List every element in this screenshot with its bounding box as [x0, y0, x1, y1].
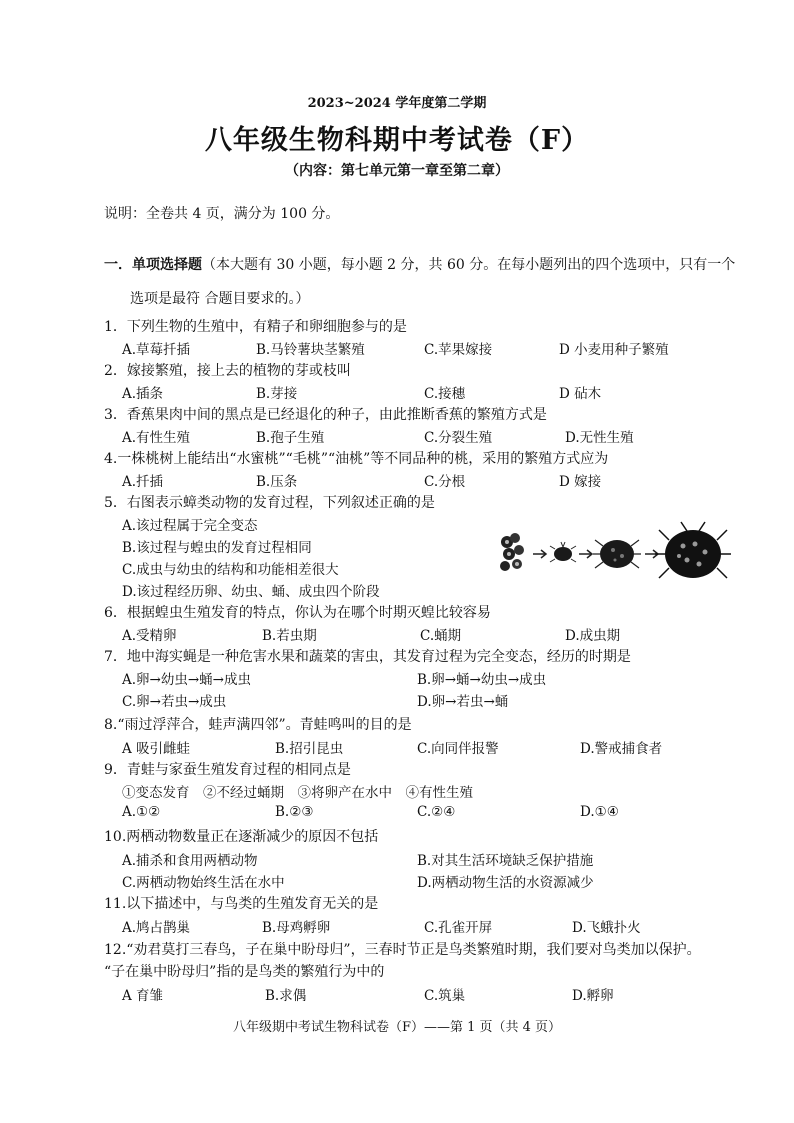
arrow-icon	[579, 550, 592, 558]
egg-cluster	[500, 533, 524, 571]
question-10-option-d: D.两栖动物生活的水资源减少	[417, 875, 594, 891]
question-7-option-b: B.卵→蛹→幼虫→成虫	[417, 672, 547, 688]
question-2-stem: 2．嫁接繁殖，接上去的植物的芽或枝叫	[104, 363, 351, 379]
section-heading	[104, 254, 735, 274]
question-12-option-a: A 育雏	[122, 988, 164, 1004]
adult-insect	[655, 522, 731, 578]
question-3-option-d: D.无性生殖	[565, 430, 634, 446]
question-12-stem-line2: “子在巢中盼母归”指的是鸟类的繁殖行为中的	[104, 964, 385, 980]
exam-note: 说明：全卷共 4 页，满分为 100 分。	[104, 206, 340, 222]
question-1-option-c: C.苹果嫁接	[424, 342, 493, 358]
question-5-option-d: D.该过程经历卵、幼虫、蛹、成虫四个阶段	[122, 584, 380, 600]
question-2-option-c: C.接穗	[424, 386, 466, 402]
question-11-option-c: C.孔雀开屏	[424, 920, 493, 936]
question-9-option-d: D.①④	[580, 804, 619, 820]
question-4-stem: 4.一株桃树上能结出“水蜜桃”“毛桃”“油桃”等不同品种的桃，采用的繁殖方式应为	[104, 451, 609, 467]
question-2-option-d: D 砧木	[559, 386, 602, 402]
question-11-option-b: B.母鸡孵卵	[262, 920, 331, 936]
insect-development-figure	[495, 516, 735, 586]
question-3-option-a: A.有性生殖	[122, 430, 191, 446]
question-1-option-b: B.马铃薯块茎繁殖	[256, 342, 365, 358]
question-1-option-a: A.草莓扦插	[122, 342, 191, 358]
question-3-stem: 3．香蕉果肉中间的黑点是已经退化的种子，由此推断香蕉的繁殖方式是	[104, 407, 547, 423]
question-11-option-d: D.飞蛾扑火	[572, 920, 641, 936]
question-8-option-c: C.向同伴报警	[417, 741, 499, 757]
section-desc-line2: 选项是最符 合题目要求的。）	[130, 291, 310, 307]
section-desc-line1: （本大题有 30 小题，每小题 2 分，共 60 分。在每小题列出的四个选项中，只有一个	[202, 257, 736, 273]
question-5-option-b: B.该过程与蝗虫的发育过程相同	[122, 540, 312, 556]
question-1-stem: 1．下列生物的生殖中，有精子和卵细胞参与的是	[104, 319, 407, 335]
question-6-option-d: D.成虫期	[565, 628, 621, 644]
question-2-option-a: A.插条	[122, 386, 164, 402]
question-2-option-b: B.芽接	[256, 386, 298, 402]
question-8-option-b: B.招引昆虫	[275, 741, 344, 757]
question-8-option-d: D.警戒捕食者	[580, 741, 663, 757]
school-year: 2023~2024 学年度第二学期	[307, 96, 487, 111]
question-7-option-c: C.卵→若虫→成虫	[122, 694, 227, 710]
question-12-option-d: D.孵卵	[572, 988, 614, 1004]
question-8-option-a: A 吸引雌蛙	[122, 741, 191, 757]
question-10-option-c: C.两栖动物始终生活在水中	[122, 875, 285, 891]
question-6-option-c: C.蛹期	[420, 628, 462, 644]
question-6-option-b: B.若虫期	[262, 628, 317, 644]
question-9-option-b: B.②③	[275, 804, 314, 820]
question-11-option-a: A.鸠占鹊巢	[122, 920, 191, 936]
question-5-stem: 5．右图表示蟑类动物的发育过程，下列叙述正确的是	[104, 495, 435, 511]
question-9-stem: 9．青蛙与家蚕生殖发育过程的相同点是	[104, 762, 351, 778]
question-8-stem: 8.“雨过浮萍合，蛙声满四邻”。青蛙鸣叫的目的是	[104, 717, 412, 733]
question-10-stem: 10.两栖动物数量正在逐渐减少的原因不包括	[104, 829, 379, 845]
question-5-option-c: C.成虫与幼虫的结构和功能相差很大	[122, 562, 339, 578]
question-3-option-c: C.分裂生殖	[424, 430, 493, 446]
nymph-medium	[593, 540, 641, 568]
question-7-option-d: D.卵→若虫→蛹	[417, 694, 509, 710]
question-4-option-a: A.扦插	[122, 474, 164, 490]
question-9-option-c: C.②④	[417, 804, 456, 820]
question-4-option-b: B.压条	[256, 474, 298, 490]
question-11-stem: 11.以下描述中，与鸟类的生殖发育无关的是	[104, 896, 379, 912]
question-10-option-a: A.捕杀和食用两栖动物	[122, 853, 258, 869]
question-12-stem: 12.“劝君莫打三春鸟，子在巢中盼母归”，三春时节正是鸟类繁殖时期，我们要对鸟类加以保护。	[104, 942, 701, 958]
page-subtitle: （内容：第七单元第一章至第二章）	[285, 163, 509, 179]
question-12-option-c: C.筑巢	[424, 988, 466, 1004]
section-title: 一．单项选择题	[104, 257, 202, 273]
nymph-small	[550, 542, 576, 562]
question-6-stem: 6．根据蝗虫生殖发育的特点，你认为在哪个时期灭蝗比较容易	[104, 605, 491, 621]
arrow-icon	[533, 550, 546, 558]
question-12-option-b: B.求偶	[265, 988, 307, 1004]
question-1-option-d: D 小麦用种子繁殖	[559, 342, 669, 358]
question-4-option-d: D 嫁接	[559, 474, 602, 490]
page-footer: 八年级期中考试生物科试卷（F）——第 1 页（共 4 页）	[232, 1020, 562, 1035]
question-3-option-b: B.孢子生殖	[256, 430, 325, 446]
question-4-option-c: C.分根	[424, 474, 466, 490]
question-7-stem: 7．地中海实蝇是一种危害水果和蔬菜的害虫，其发育过程为完全变态，经历的时期是	[104, 649, 631, 665]
page-title: 八年级生物科期中考试卷（F）	[204, 125, 590, 156]
question-9-option-a: A.①②	[122, 804, 161, 820]
question-6-option-a: A.受精卵	[122, 628, 177, 644]
question-10-option-b: B.对其生活环境缺乏保护措施	[417, 853, 594, 869]
question-7-option-a: A.卵→幼虫→蛹→成虫	[122, 672, 251, 688]
question-5-option-a: A.该过程属于完全变态	[122, 518, 258, 534]
question-9-statements: ①变态发育 ②不经过蛹期 ③将卵产在水中 ④有性生殖	[122, 785, 473, 801]
